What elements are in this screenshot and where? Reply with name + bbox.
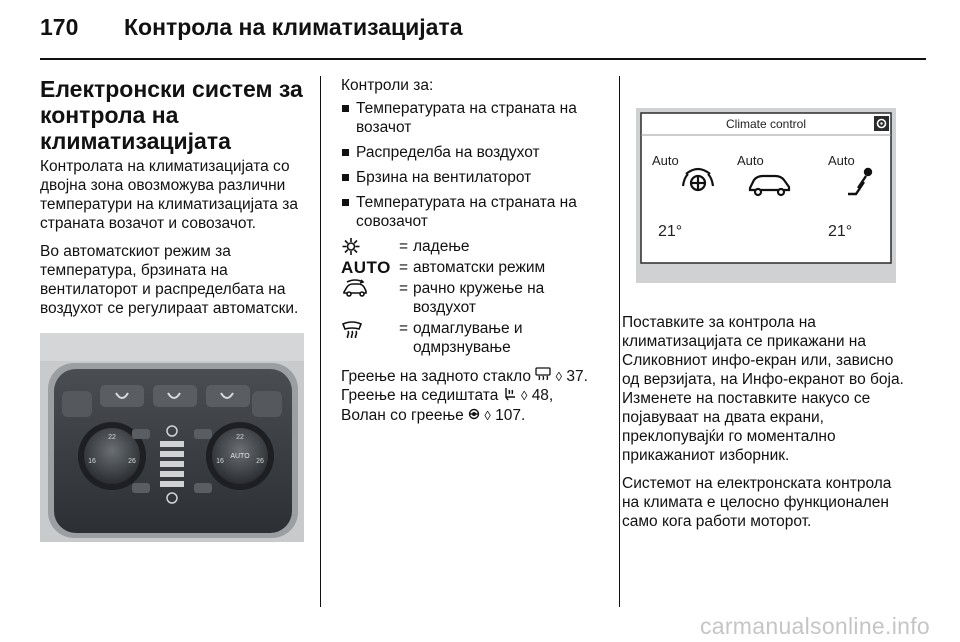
- svg-text:26: 26: [128, 458, 136, 465]
- rear-window-heating-icon: [535, 367, 551, 386]
- legend-row-auto: [341, 258, 609, 277]
- list-item: Распределба на воздухот: [341, 143, 609, 162]
- climate-control-screen: [636, 108, 896, 283]
- reference-page: 48,: [531, 387, 554, 405]
- list-item: Температурата на страната на совозачот: [341, 193, 609, 231]
- legend-equals: =: [399, 259, 409, 276]
- engine-running-paragraph: Системот на електронската контрола на климата е целосно функционален само кога работи моторот.: [622, 475, 892, 530]
- reference-rear-window[interactable]: [341, 367, 609, 386]
- reference-arrow: ◊: [555, 369, 563, 384]
- control-panel-photo: [40, 333, 304, 542]
- reference-page: 37.: [566, 368, 588, 385]
- column-divider-right: [619, 76, 620, 607]
- page-title: Контрола на климатизацијата: [124, 14, 463, 40]
- page-number: 170: [40, 14, 79, 40]
- reference-text: Греење на седиштата: [341, 387, 499, 405]
- controls-intro: Контроли за:: [341, 77, 434, 94]
- list-item: Брзина на вентилаторот: [341, 168, 609, 187]
- left-column: [40, 76, 310, 327]
- legend-text: одмаглување и одмрзнување: [413, 320, 523, 356]
- legend-text: рачно кружење на воздухот: [413, 280, 545, 316]
- right-column: [622, 313, 912, 540]
- legend-equals: =: [399, 280, 409, 297]
- legend-row-defrost: [341, 319, 609, 357]
- settings-icon: [874, 116, 889, 131]
- screen-title: Climate control: [725, 117, 807, 131]
- symbol-legend: [341, 237, 609, 357]
- page-header: [40, 14, 926, 54]
- svg-text:AUTO: AUTO: [230, 453, 250, 460]
- settings-display-paragraph: Поставките за контрола на климатизацијата се прикажани на Сликовниот инфо-екран или, зависно од верзијата, на Инфо-екранот во боја. Изменете на поставките накусо се појавуваат на двата екрани, преклопувајќи го моментално прикажаниот изборник.: [622, 314, 904, 464]
- passenger-temperature: 21°: [828, 223, 853, 240]
- legend-row-recirculation: [341, 279, 609, 317]
- auto-mode-paragraph: Во автоматскиот режим за температура, брзината на вентилаторот и распределбата на воздухот се регулираат автоматски.: [40, 243, 299, 317]
- auto-symbol: AUTO: [341, 258, 391, 277]
- auto-label-distribution: Auto: [737, 153, 764, 168]
- reference-seat-heating[interactable]: [341, 386, 609, 405]
- intro-paragraph: Контролата на климатизацијата со двојна зона овозможува различни температури на климатизацијата за страната возачот и совозачот.: [40, 158, 298, 232]
- watermark: carmanualsonline.info: [699, 613, 930, 639]
- steering-wheel-heating-icon: [468, 406, 480, 425]
- svg-text:26: 26: [256, 458, 264, 465]
- column-divider-left: [320, 76, 321, 607]
- svg-text:22: 22: [108, 434, 116, 441]
- cooling-icon: [341, 237, 399, 256]
- legend-equals: =: [399, 238, 409, 255]
- header-rule: [40, 58, 926, 60]
- reference-text: Греење на задното стакло: [341, 368, 531, 385]
- section-title: Електронски систем за контрола на климатизацијата: [40, 76, 303, 154]
- middle-column: [341, 76, 609, 425]
- climate-screen-illustration: [636, 108, 896, 283]
- reference-steering-wheel[interactable]: [341, 406, 609, 425]
- auto-label-fan: Auto: [828, 153, 855, 168]
- svg-text:16: 16: [216, 458, 224, 465]
- seat-heating-icon: [503, 387, 517, 406]
- reference-text: Волан со греење: [341, 406, 464, 424]
- driver-temperature: 21°: [658, 223, 683, 240]
- svg-text:22: 22: [236, 434, 244, 441]
- controls-list: [341, 99, 609, 231]
- legend-row-cooling: [341, 237, 609, 256]
- recirculation-icon: [341, 279, 399, 298]
- reference-arrow: ◊: [520, 388, 528, 404]
- reference-page: 107.: [495, 406, 526, 424]
- defrost-icon: [341, 319, 399, 338]
- legend-equals: =: [399, 320, 409, 337]
- control-panel-illustration: [40, 333, 304, 542]
- auto-label-temperature: Auto: [652, 153, 679, 168]
- legend-text: ладење: [413, 238, 470, 255]
- cross-references: [341, 367, 609, 425]
- reference-arrow: ◊: [484, 407, 491, 423]
- svg-text:16: 16: [88, 458, 96, 465]
- legend-text: автоматски режим: [413, 259, 546, 276]
- list-item: Температурата на страната на возачот: [341, 99, 609, 137]
